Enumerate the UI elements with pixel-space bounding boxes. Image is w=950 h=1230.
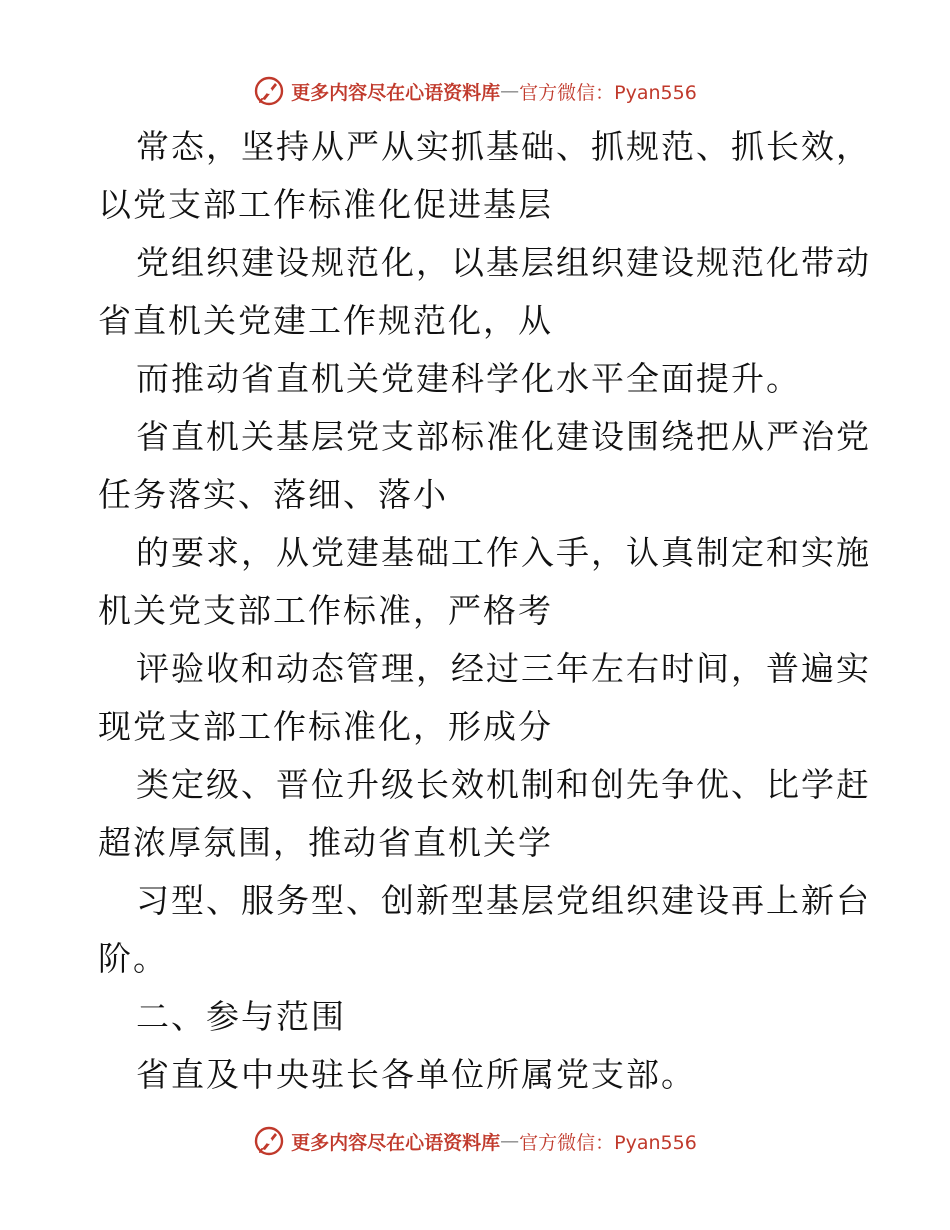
watermark-brand: 更多内容尽在心语资料库 [291, 1131, 501, 1154]
quill-pen-logo-icon [253, 75, 285, 107]
watermark-contact: 官方微信：Pyan556 [519, 81, 697, 104]
text-line: 机关党支部工作标准，严格考 [98, 591, 553, 630]
text-line: 的要求，从党建基础工作入手，认真制定和实施 [136, 533, 871, 572]
watermark-contact: 官方微信：Pyan556 [519, 1131, 697, 1154]
text-line: 任务落实、落细、落小 [98, 475, 448, 514]
text-line: 现党支部工作标准化，形成分 [98, 707, 553, 746]
text-line: 而推动省直机关党建科学化水平全面提升。 [136, 359, 801, 398]
text-line: 评验收和动态管理，经过三年左右时间，普遍实 [136, 649, 871, 688]
text-line: 类定级、晋位升级长效机制和创先争优、比学赶 [136, 765, 871, 804]
footer-watermark [0, 1124, 950, 1158]
text-line: 阶。 [98, 939, 168, 978]
text-line: 常态，坚持从严从实抓基础、抓规范、抓长效， [136, 127, 871, 166]
text-line: 以党支部工作标准化促进基层 [98, 185, 553, 224]
text-line: 超浓厚氛围，推动省直机关学 [98, 823, 553, 862]
document-body [98, 118, 871, 1104]
section-heading: 二、参与范围 [136, 997, 346, 1036]
text-line: 党组织建设规范化，以基层组织建设规范化带动 [136, 243, 871, 282]
text-line: 省直机关基层党支部标准化建设围绕把从严治党 [136, 417, 871, 456]
watermark-brand: 更多内容尽在心语资料库 [291, 81, 501, 104]
watermark-separator: — [500, 1130, 520, 1152]
text-line: 省直机关党建工作规范化，从 [98, 301, 553, 340]
text-line: 省直及中央驻长各单位所属党支部。 [136, 1055, 696, 1094]
text-line: 习型、服务型、创新型基层党组织建设再上新台 [136, 881, 871, 920]
header-watermark [0, 74, 950, 108]
watermark-separator: — [500, 80, 520, 102]
quill-pen-logo-icon [253, 1125, 285, 1157]
